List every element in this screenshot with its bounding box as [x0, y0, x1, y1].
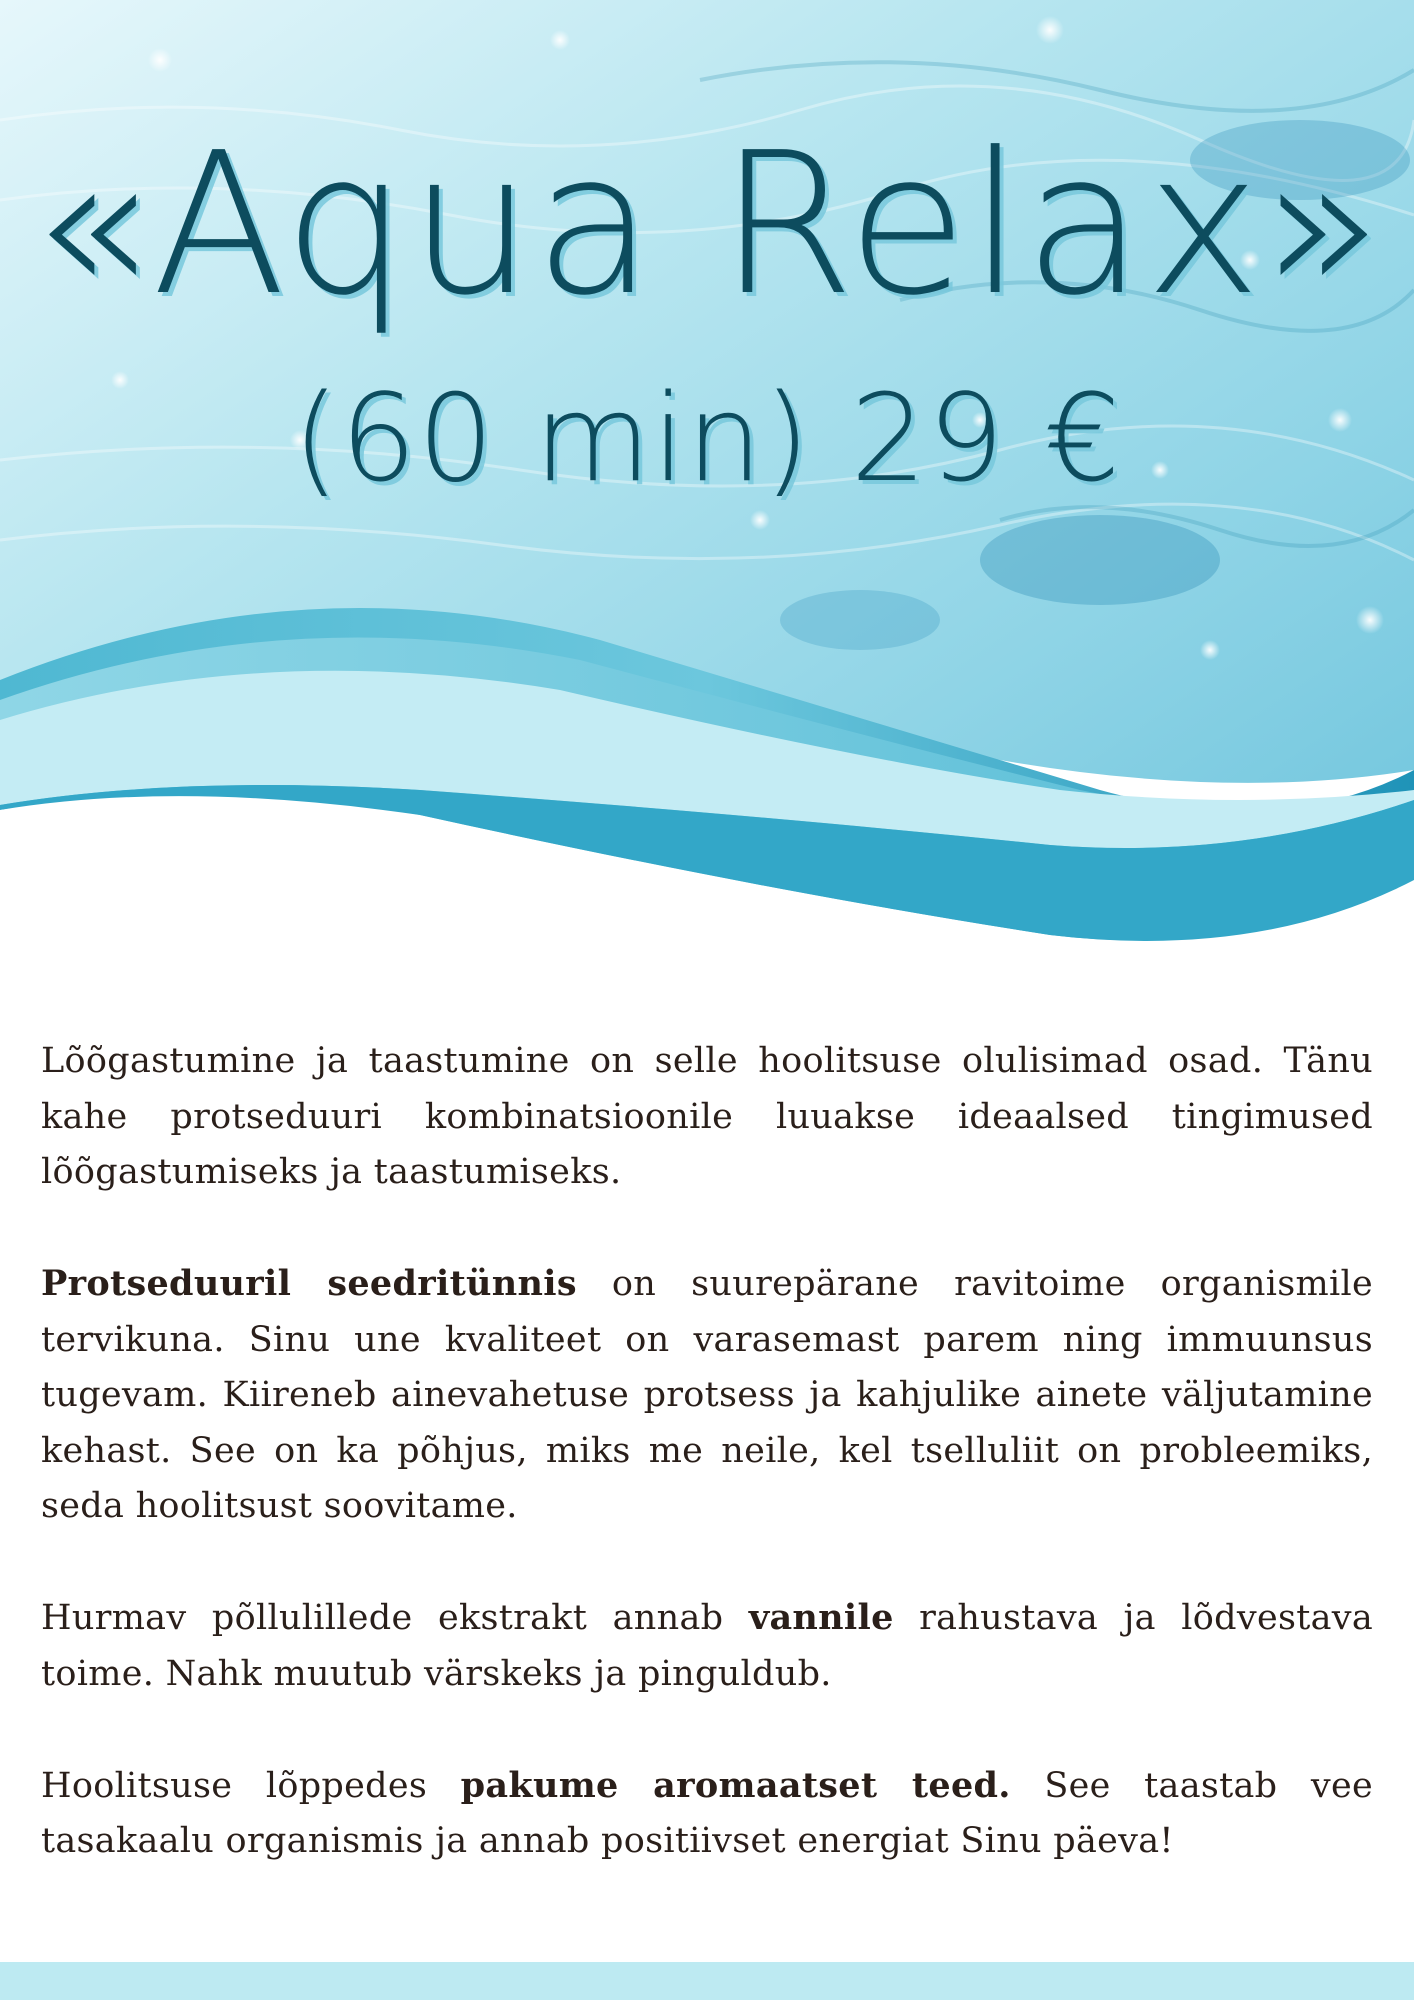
paragraph-bath — [41, 1590, 1373, 1702]
page-title: «Aqua Relax» — [30, 111, 1384, 339]
paragraph-tea-before: Hoolitsuse lõppedes — [41, 1765, 461, 1806]
paragraph-cedar-barrel-text: on suurepärane ravitoime organismile tervikuna. Sinu une kvaliteet on varasemast parem ning immuunsus tugevam. Kiireneb ainevahetuse protsess ja kahjulike ainete väljutamine kehast. See on ka põhjus, miks me neile, kel tselluliit on probleemiks, seda hoolitsust soovitame. — [41, 1264, 1373, 1526]
bold-bath: vannile — [748, 1597, 894, 1638]
paragraph-tea — [41, 1758, 1373, 1870]
paragraph-bath-before: Hurmav põllulillede ekstrakt annab — [41, 1598, 749, 1638]
description-text — [41, 1034, 1373, 1925]
paragraph-cedar-barrel — [41, 1256, 1373, 1535]
paragraph-tea-after: See taastab vee tasakaalu organismis ja annab positiivset energiat Sinu päeva! — [41, 1765, 1373, 1861]
bold-tea: pakume aromaatset teed. — [460, 1764, 1011, 1806]
bottom-band — [0, 1962, 1414, 2000]
paragraph-intro: Lõõgastumine ja taastumine on selle hoolitsuse olulisimad osad. Tänu kahe protseduuri kombinatsioonile luuakse ideaalsed tingimused lõõgastumiseks ja taastumiseks. — [41, 1041, 1373, 1192]
bold-cedar-barrel: Protseduuril seedritünnis — [41, 1263, 577, 1304]
duration-price: (60 min) 29 € — [292, 370, 1122, 509]
paragraph-bath-after: rahustava ja lõdvestava toime. Nahk muutub värskeks ja pinguldub. — [41, 1598, 1373, 1694]
